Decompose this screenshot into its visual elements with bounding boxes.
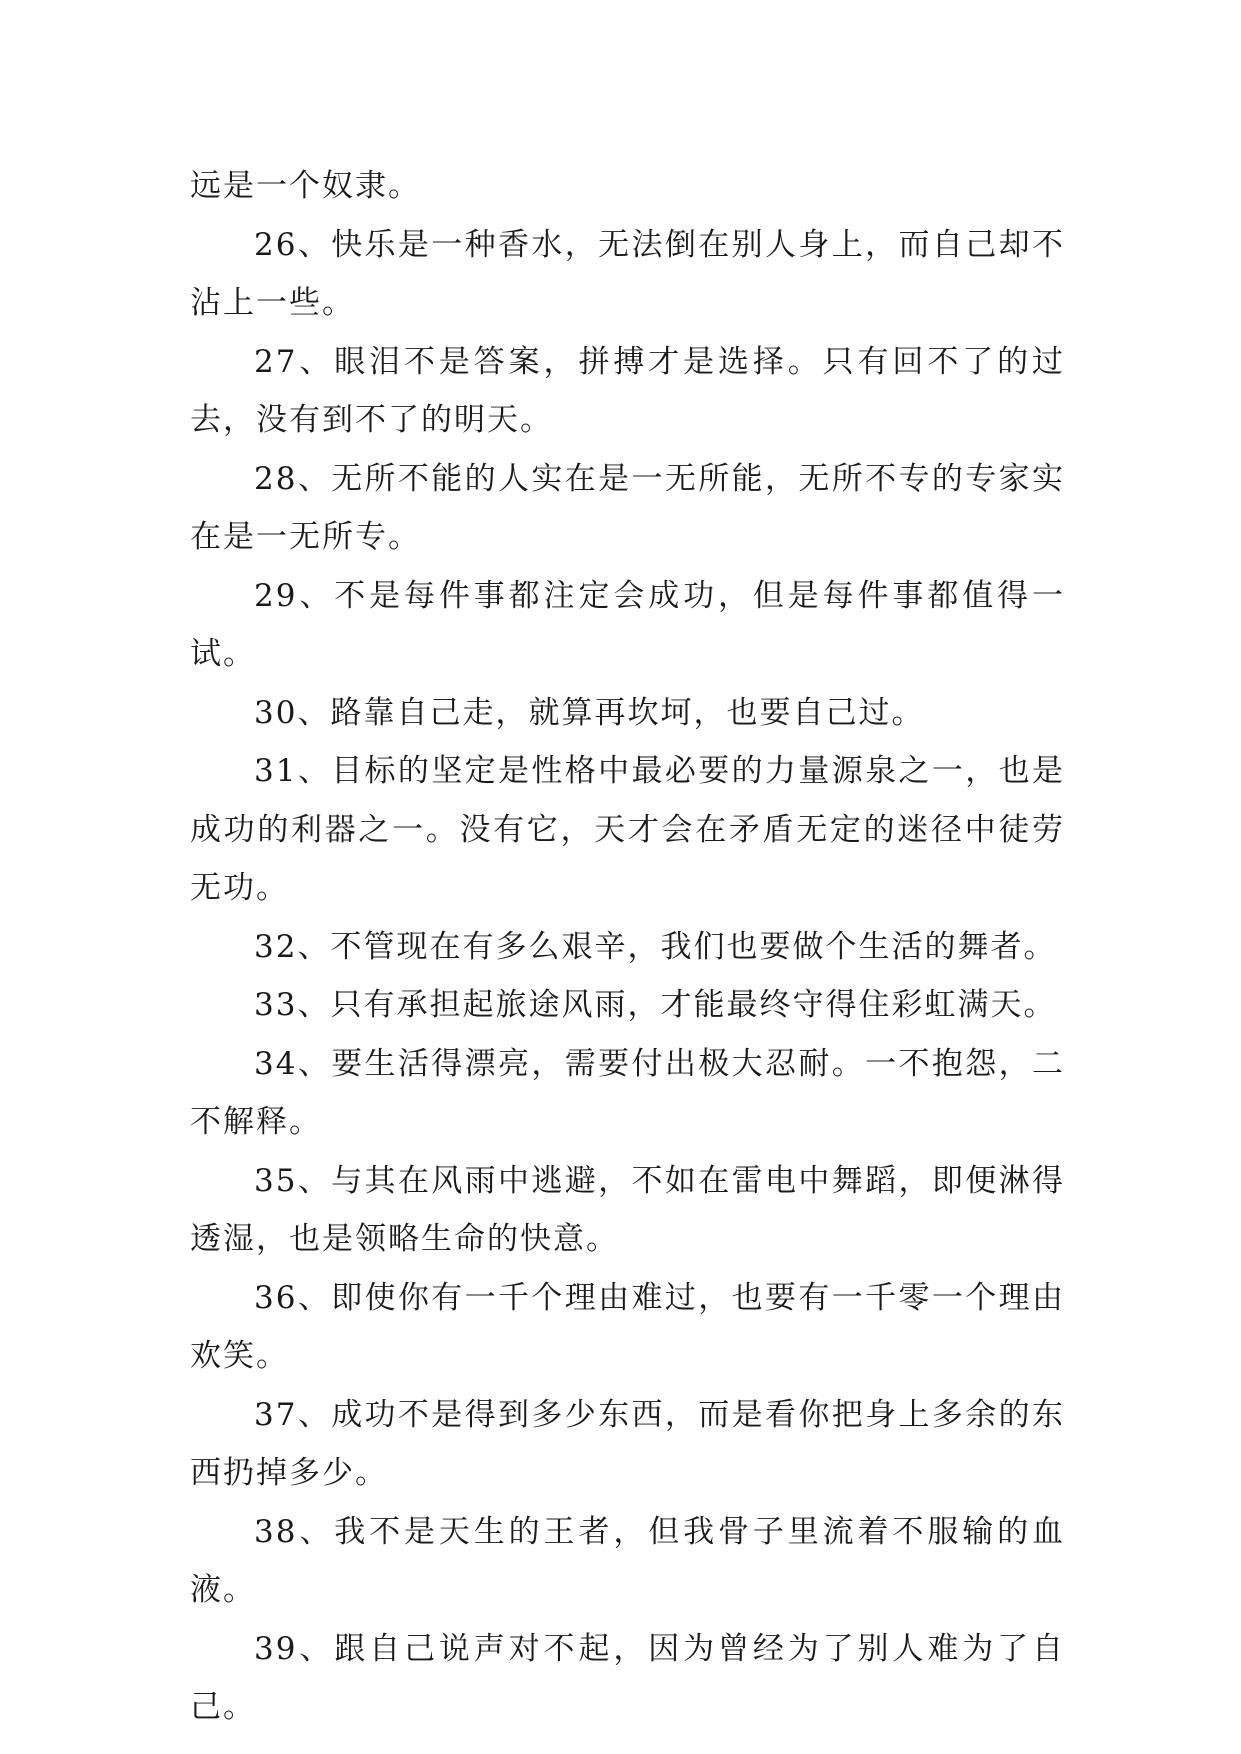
quote-29: 29、不是每件事都注定会成功，但是每件事都值得一试。 [190, 577, 1065, 672]
document-body [190, 157, 1065, 1737]
quote-37: 37、成功不是得到多少东西，而是看你把身上多余的东西扔掉多少。 [190, 1396, 1065, 1491]
quote-30: 30、路靠自己走，就算再坎坷，也要自己过。 [254, 694, 925, 731]
quote-33: 33、只有承担起旅途风雨，才能最终守得住彩虹满天。 [254, 987, 1057, 1023]
paragraph-continued: 远是一个奴隶。 [190, 168, 421, 204]
quote-38: 38、我不是天生的王者，但我骨子里流着不服输的血液。 [190, 1513, 1065, 1608]
quote-39: 39、跟自己说声对不起，因为曾经为了别人难为了自己。 [190, 1630, 1065, 1725]
quote-32: 32、不管现在有多么艰辛，我们也要做个生活的舞者。 [254, 928, 1057, 965]
quote-35: 35、与其在风雨中逃避，不如在雷电中舞蹈，即便淋得透湿，也是领略生命的快意。 [190, 1162, 1065, 1257]
quote-27: 27、眼泪不是答案，拼搏才是选择。只有回不了的过去，没有到不了的明天。 [190, 343, 1065, 438]
quote-28: 28、无所不能的人实在是一无所能，无所不专的专家实在是一无所专。 [190, 460, 1065, 555]
quote-34: 34、要生活得漂亮，需要付出极大忍耐。一不抱怨，二不解释。 [190, 1045, 1065, 1140]
quote-36: 36、即使你有一千个理由难过，也要有一千零一个理由欢笑。 [190, 1279, 1065, 1374]
quote-31: 31、目标的坚定是性格中最必要的力量源泉之一，也是成功的利器之一。没有它，天才会在矛盾无定的迷径中徒劳无功。 [190, 753, 1065, 906]
quote-26: 26、快乐是一种香水，无法倒在别人身上，而自己却不沾上一些。 [190, 226, 1065, 321]
